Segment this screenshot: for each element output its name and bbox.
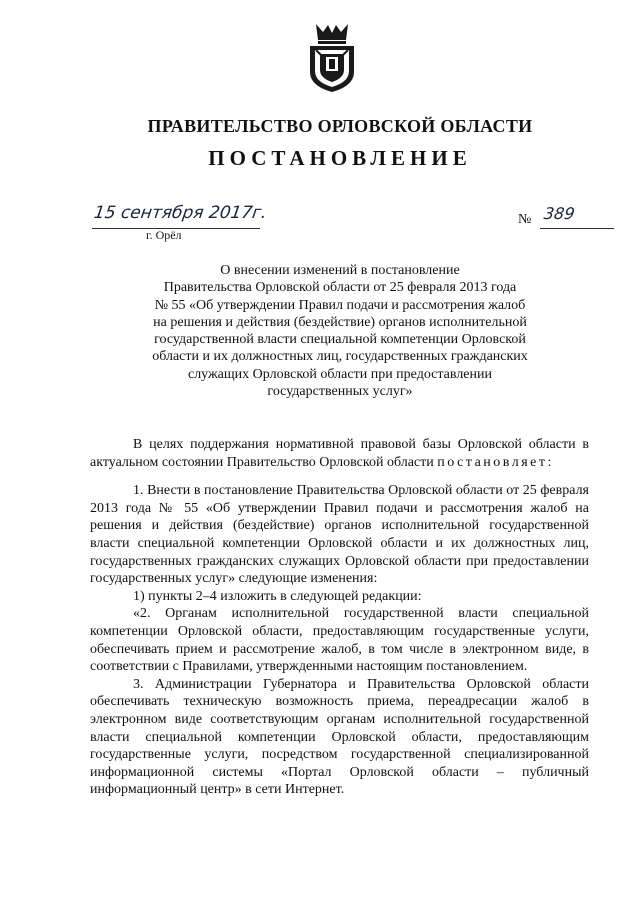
preamble-text: В целях поддержания нормативной правовой базы Орловской области в актуальном состоянии Правительство Орловской области bbox=[90, 437, 589, 470]
item-1-paragraph: 1. Внести в постановление Правительства Орловской области от 25 февраля 2013 года № 55 «Об утверждении Правил подачи и рассмотрения жалоб на решения и действия (бездействие) органов исполнительной государственной власти специальной компетенции Орловской области и их должностных лиц, государственных гражданских служащих Орловской области при предоставлении государственных услуг» следующие изменения: bbox=[90, 483, 589, 587]
document-type-title: ПОСТАНОВЛЕНИЕ bbox=[208, 146, 472, 170]
date-handwritten: 15 сентября 2017г. bbox=[92, 203, 268, 223]
quoted-point-3-paragraph: 3. Администрации Губернатора и Правительства Орловской области обеспечивать техническую возможность приема, переадресации жалоб в электронном виде соответствующим органам исполнительной государственной власти специальной компетенции Орловской области, предоставляющим государственные услуги, посредством государственной специализированной информационной системы «Портал Орловской области – публичный информационный центр» в сети Интернет. bbox=[90, 676, 589, 798]
issuing-authority-title: ПРАВИТЕЛЬСТВО ОРЛОВСКОЙ ОБЛАСТИ bbox=[147, 116, 533, 136]
document-subject bbox=[120, 262, 560, 400]
quoted-point-2-paragraph: «2. Органам исполнительной государственной власти специальной компетенции Орловской области, предоставляющим государственные услуги, обеспечивать прием и рассмотрение жалоб, в том числе в электронном виде, в соответствии с Правилами, утвержденными настоящим постановлением. bbox=[90, 606, 589, 675]
number-handwritten: 389 bbox=[542, 204, 576, 223]
preamble-paragraph bbox=[90, 436, 589, 471]
coat-of-arms-icon bbox=[306, 20, 358, 94]
subject-line: государственной власти специальной компетенции Орловской bbox=[154, 332, 526, 348]
subject-line: № 55 «Об утверждении Правил подачи и рассмотрения жалоб bbox=[154, 297, 526, 313]
subject-line: области и их должностных лиц, государственных гражданских bbox=[152, 349, 528, 365]
number-label: № bbox=[518, 212, 532, 227]
subject-line: Правительства Орловской области от 25 февраля 2013 года bbox=[163, 280, 517, 296]
subject-line: на решения и действия (бездействие) органов исполнительной bbox=[153, 314, 527, 330]
subject-line: государственных услуг» bbox=[267, 384, 413, 400]
subject-line: служащих Орловской области при предоставлении bbox=[187, 366, 492, 382]
document-body bbox=[90, 436, 589, 799]
subitem-1-paragraph: 1) пункты 2–4 изложить в следующей редакции: bbox=[133, 588, 422, 604]
subject-line: О внесении изменений в постановление bbox=[220, 263, 460, 278]
city-label: г. Орёл bbox=[146, 228, 182, 242]
preamble-verb: постановляет: bbox=[437, 454, 554, 470]
